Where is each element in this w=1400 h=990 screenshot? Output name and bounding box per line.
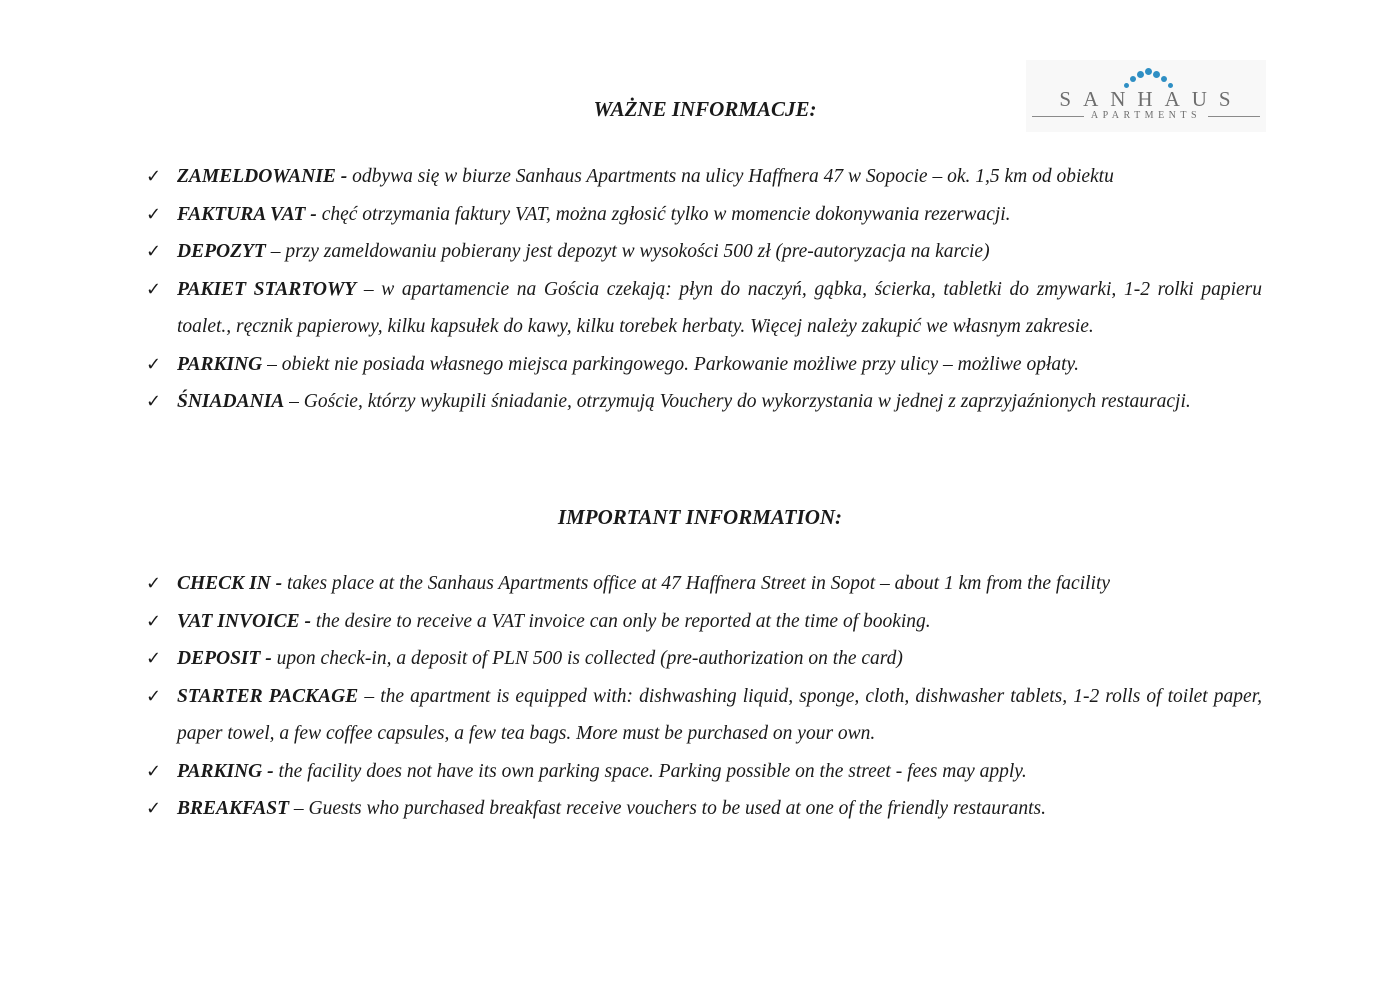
item-text: upon check-in, a deposit of PLN 500 is collected (pre-authorization on the card)	[276, 648, 903, 669]
item-term: PAKIET STARTOWY	[177, 278, 357, 300]
list-item	[146, 383, 1262, 421]
list-item	[146, 640, 1262, 678]
checkmark-icon: ✓	[146, 391, 162, 412]
checkmark-icon: ✓	[146, 798, 162, 819]
item-text: – obiekt nie posiada własnego miejsca parkingowego. Parkowanie możliwe przy ulicy – możliwe opłaty.	[262, 353, 1079, 375]
item-term: PARKING	[177, 353, 263, 375]
polish-info-list	[146, 158, 1262, 421]
checkmark-icon: ✓	[146, 166, 162, 187]
polish-heading: WAŻNE INFORMACJE:	[593, 97, 817, 121]
item-text: the desire to receive a VAT invoice can only be reported at the time of booking.	[315, 610, 931, 632]
item-text: – w apartamencie na Gościa czekają: płyn do naczyń, gąbka, ścierka, tabletki do zmywarki, 1-2 rolki papieru toalet., ręcznik papierowy, kilku kapsułek do kawy, kilku torebek herbaty. Więcej należy zakupić we własnym zakresie.	[177, 278, 1262, 337]
item-text: – the apartment is equipped with: dishwashing liquid, sponge, cloth, dishwasher tablets, 1-2 rolls of toilet paper, paper towel, a few coffee capsules, a few tea bags. More must be purchased on your own.	[177, 685, 1262, 744]
list-item	[146, 603, 1262, 641]
item-term: FAKTURA VAT -	[177, 203, 322, 225]
item-text: – Goście, którzy wykupili śniadanie, otrzymują Vouchery do wykorzystania w jednej z zaprzyjaźnionych restauracji.	[284, 391, 1191, 412]
checkmark-icon: ✓	[146, 573, 162, 594]
list-item	[146, 158, 1262, 196]
item-term: PARKING -	[177, 760, 279, 782]
checkmark-icon: ✓	[146, 353, 162, 375]
logo-name: SANHAUS	[1059, 87, 1243, 111]
list-item	[146, 678, 1262, 753]
english-heading: IMPORTANT INFORMATION:	[557, 505, 843, 529]
list-item	[146, 753, 1262, 791]
list-item	[146, 790, 1262, 828]
checkmark-icon: ✓	[146, 760, 162, 782]
list-item	[146, 565, 1262, 603]
item-text: odbywa się w biurze Sanhaus Apartments na ulicy Haffnera 47 w Sopocie – ok. 1,5 km od obiektu	[352, 166, 1114, 187]
item-text: chęć otrzymania faktury VAT, można zgłosić tylko w momencie dokonywania rezerwacji.	[321, 203, 1011, 225]
checkmark-icon: ✓	[146, 648, 162, 669]
english-info-list	[146, 565, 1262, 828]
item-term: DEPOSIT -	[177, 648, 277, 669]
list-item	[146, 271, 1262, 346]
list-item	[146, 233, 1262, 271]
item-term: ZAMELDOWANIE -	[177, 166, 353, 187]
item-text: takes place at the Sanhaus Apartments office at 47 Haffnera Street in Sopot – about 1 km from the facility	[286, 573, 1111, 594]
item-term: DEPOZYT	[177, 241, 266, 262]
list-item	[146, 196, 1262, 234]
item-text: – przy zameldowaniu pobierany jest depozyt w wysokości 500 zł (pre-autoryzacja na karcie)	[265, 241, 990, 262]
item-term: BREAKFAST	[177, 798, 290, 819]
item-text: – Guests who purchased breakfast receive vouchers to be used at one of the friendly restaurants.	[289, 798, 1046, 819]
checkmark-icon: ✓	[146, 610, 162, 632]
item-term: CHECK IN -	[177, 573, 287, 594]
checkmark-icon: ✓	[146, 203, 162, 225]
item-term: VAT INVOICE -	[177, 610, 316, 632]
list-item	[146, 346, 1262, 384]
logo-subtitle: APARTMENTS	[1090, 110, 1202, 121]
checkmark-icon: ✓	[146, 685, 162, 707]
item-text: the facility does not have its own parking space. Parking possible on the street - fees may apply.	[278, 760, 1027, 782]
checkmark-icon: ✓	[146, 241, 162, 262]
checkmark-icon: ✓	[146, 278, 162, 300]
item-term: ŚNIADANIA	[177, 391, 285, 412]
item-term: STARTER PACKAGE	[177, 685, 359, 707]
